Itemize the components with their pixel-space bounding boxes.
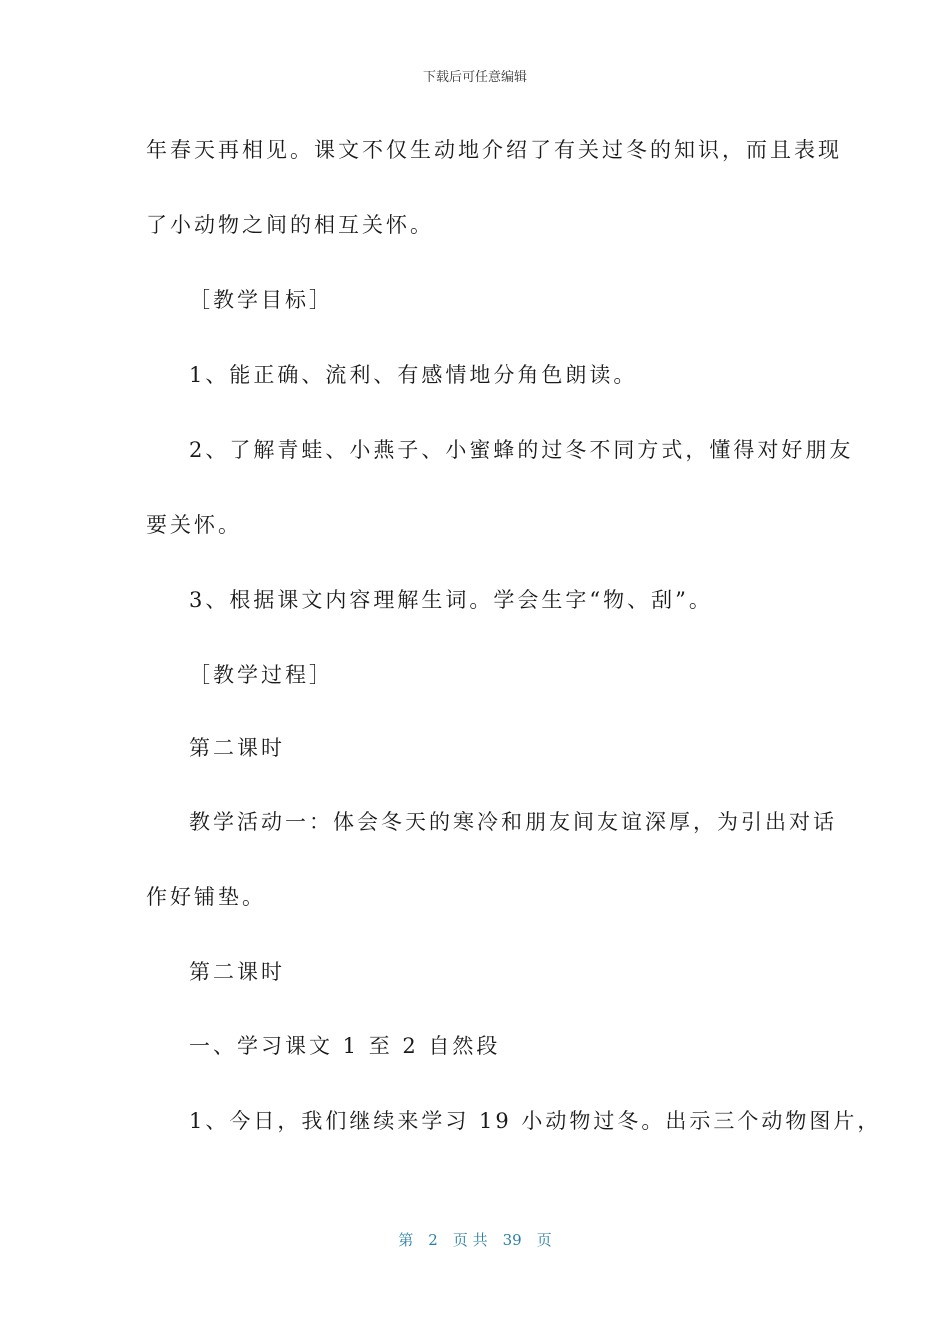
body-line: 作好铺垫。 bbox=[146, 885, 266, 909]
body-line: 年春天再相见。课文不仅生动地介绍了有关过冬的知识，而且表现 bbox=[146, 138, 842, 162]
body-line: 教学活动一：体会冬天的寒冷和朋友间友谊深厚，为引出对话 bbox=[189, 810, 837, 834]
body-line: 1、能正确、流利、有感情地分角色朗读。 bbox=[189, 363, 638, 387]
body-line: 要关怀。 bbox=[146, 513, 242, 537]
body-line: 了小动物之间的相互关怀。 bbox=[146, 213, 434, 237]
body-line: 第二课时 bbox=[189, 960, 285, 984]
section-heading-objectives: ［教学目标］ bbox=[189, 288, 333, 312]
section-heading-process: ［教学过程］ bbox=[189, 663, 333, 687]
body-line: 3、根据课文内容理解生词。学会生字“物、刮”。 bbox=[189, 588, 713, 612]
body-line: 1、今日，我们继续来学习 19 小动物过冬。出示三个动物图片， bbox=[189, 1109, 882, 1133]
body-line: 2、了解青蛙、小燕子、小蜜蜂的过冬不同方式，懂得对好朋友 bbox=[189, 438, 854, 462]
page-header: 下载后可任意编辑 bbox=[422, 70, 527, 85]
page-footer: 第 2 页 共 39 页 bbox=[398, 1231, 552, 1249]
body-line: 一、学习课文 1 至 2 自然段 bbox=[189, 1034, 501, 1058]
body-line: 第二课时 bbox=[189, 736, 285, 760]
